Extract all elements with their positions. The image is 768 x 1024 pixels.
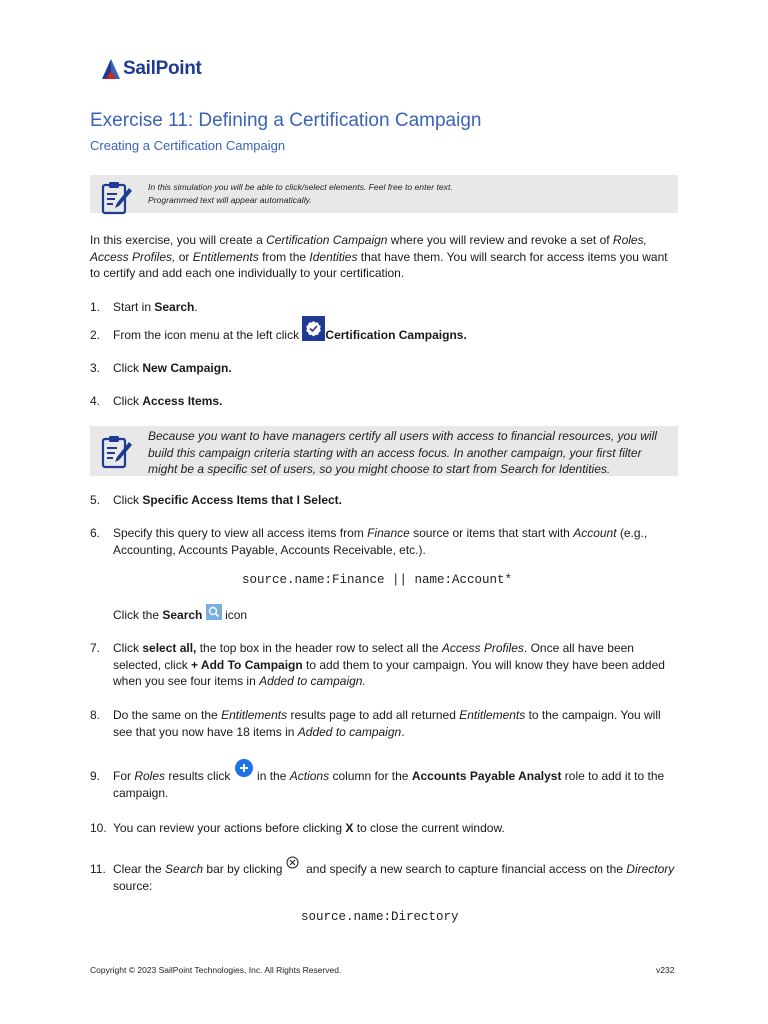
search-icon <box>206 604 222 620</box>
sailpoint-logo <box>100 58 202 80</box>
campaign-focus-note-text: Because you want to have managers certify all users with access to financial resources, you will build this campaign criteria starting with an access focus. In another campaign, your first filter might be a specific set of users, so you might choose to start from Search for Identities. <box>148 429 657 476</box>
clear-circle-x-icon <box>286 856 299 869</box>
step-number: 1. <box>90 300 101 314</box>
step-text: From the icon menu at the left click Certification Campaigns. <box>113 327 678 344</box>
note-line: In this simulation you will be able to click/select elements. Feel free to enter text. <box>148 182 453 192</box>
step-text: For Roles results click in the Actions column for the Accounts Payable Analyst role to add it to the campaign. <box>113 768 678 801</box>
simulation-note <box>90 175 678 213</box>
step-text: Start in Search. <box>113 300 198 314</box>
campaign-focus-note <box>90 426 678 476</box>
step-text: Click select all, the top box in the header row to select all the Access Profiles. Once all have been selected, click + Add To Campaign to add them to your campaign. You will know they have been added when you see four items in Added to campaign. <box>113 641 665 688</box>
step-number: 4. <box>90 394 101 408</box>
step-text: Click Access Items. <box>113 394 223 408</box>
step-number: 2. <box>90 328 101 342</box>
clipboard-pencil-icon <box>100 434 134 470</box>
add-circle-icon <box>234 758 254 778</box>
step-text: Clear the Search bar by clicking and specify a new search to capture financial access on the Directory source: <box>113 861 678 894</box>
intro-paragraph: In this exercise, you will create a Certification Campaign where you will review and revoke a set of Roles, Access Profiles, or Entitlements from the Identities that have them. You will search for access items you want to certify and add each one individually to your certification. <box>90 233 668 280</box>
step-number: 5. <box>90 493 101 507</box>
footer-version: v232 <box>656 965 675 975</box>
page-title: Exercise 11: Defining a Certification Campaign <box>90 110 482 131</box>
step-number: 3. <box>90 361 101 375</box>
simulation-note-text <box>148 181 453 206</box>
step-text: You can review your actions before clicking X to close the current window. <box>113 821 505 835</box>
note-line: Programmed text will appear automatically. <box>148 194 312 205</box>
logo-text: SailPoint <box>123 58 202 79</box>
footer-copyright: Copyright © 2023 SailPoint Technologies, Inc. All Rights Reserved. <box>90 965 342 975</box>
step-number: 6. <box>90 526 101 540</box>
step-text: Click New Campaign. <box>113 361 232 375</box>
page-subtitle: Creating a Certification Campaign <box>90 138 286 153</box>
step-text: Click Specific Access Items that I Select. <box>113 493 342 507</box>
step-text: Specify this query to view all access items from Finance source or items that start with Account (e.g., Accounting, Accounts Payable, Accounts Receivable, etc.). <box>113 526 648 557</box>
step-number: 9. <box>90 769 101 783</box>
step-number: 10. <box>90 821 107 835</box>
step-text: Do the same on the Entitlements results page to add all returned Entitlements to the campaign. You will see that you now have 18 items in Added to campaign. <box>113 708 661 739</box>
certification-campaigns-icon <box>302 316 325 341</box>
directory-query-code: source.name:Directory <box>301 910 459 924</box>
step-number: 8. <box>90 708 101 722</box>
sailpoint-logo-icon <box>100 58 122 80</box>
clipboard-pencil-icon <box>100 180 134 216</box>
finance-query-code: source.name:Finance || name:Account* <box>242 573 513 587</box>
step-number: 7. <box>90 641 101 655</box>
step-number: 11. <box>90 862 106 876</box>
step-text: Click the Search icon <box>113 607 678 624</box>
